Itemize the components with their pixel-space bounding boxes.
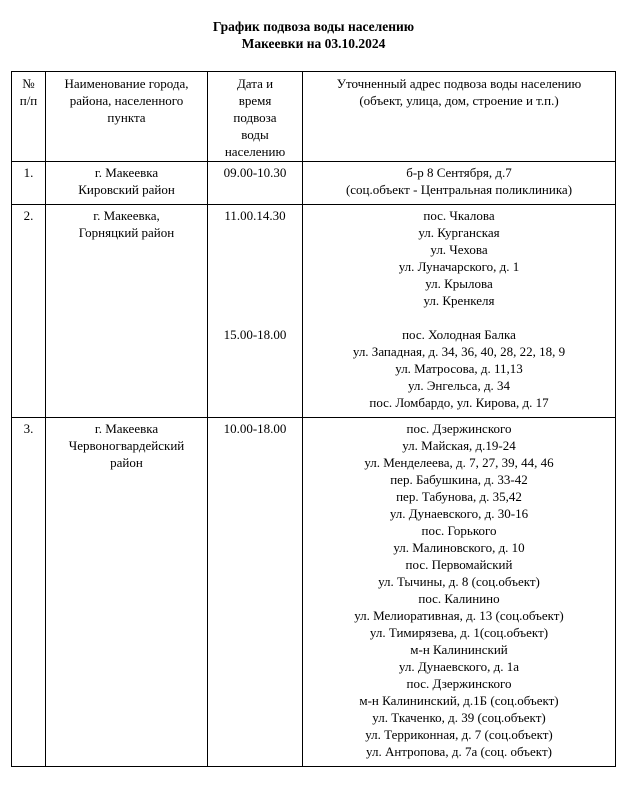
table-header-row bbox=[12, 72, 616, 162]
address-line: пер. Табунова, д. 35,42 bbox=[396, 489, 522, 504]
address-line: м-н Калининский, д.1Б (соц.объект) bbox=[359, 693, 559, 708]
address-line: ул. Крылова bbox=[425, 276, 493, 291]
delivery-time: 10.00-18.00 bbox=[223, 421, 287, 436]
address-line: ул. Западная, д. 34, 36, 40, 28, 22, 18, 9 bbox=[352, 344, 566, 359]
address-line: пер. Бабушкина, д. 33-42 bbox=[390, 472, 528, 487]
city-line: район bbox=[110, 455, 143, 470]
address-line: ул. Матросова, д. 11,13 bbox=[395, 361, 523, 376]
row-delivery-time bbox=[208, 418, 303, 767]
address-line: пос. Дзержинского bbox=[406, 421, 512, 436]
water-schedule-table bbox=[11, 71, 616, 767]
address-line: ул. Мелиоративная, д. 13 (соц.объект) bbox=[354, 608, 564, 623]
header-city: Наименование города, района, населенного пункта bbox=[46, 72, 208, 162]
city-line: г. Макеевка, bbox=[93, 208, 160, 223]
address-line: ул. Ткаченко, д. 39 (соц.объект) bbox=[372, 710, 546, 725]
row-city-district bbox=[46, 418, 208, 767]
address-line: ул. Дунаевского, д. 30-16 bbox=[389, 506, 529, 521]
table-row bbox=[12, 205, 616, 418]
address-line: ул. Тычины, д. 8 (соц.объект) bbox=[378, 574, 540, 589]
city-line: Горняцкий район bbox=[78, 225, 175, 240]
address-line: ул. Менделеева, д. 7, 27, 39, 44, 46 bbox=[364, 455, 554, 470]
address-line: (соц.объект - Центральная поликлиника) bbox=[345, 182, 573, 197]
row-number: 2. bbox=[12, 205, 46, 418]
title-line-1: График подвоза воды населению bbox=[212, 19, 415, 34]
address-line: ул. Терриконная, д. 7 (соц.объект) bbox=[365, 727, 553, 742]
city-line: Кировский район bbox=[78, 182, 175, 197]
row-number: 1. bbox=[12, 162, 46, 205]
document-title bbox=[0, 18, 627, 52]
header-address: Уточненный адрес подвоза воды населению (объект, улица, дом, строение и т.п.) bbox=[303, 72, 616, 162]
address-line: пос. Ломбардо, ул. Кирова, д. 17 bbox=[369, 395, 549, 410]
city-line: г. Макеевка bbox=[94, 165, 159, 180]
delivery-time: 15.00-18.00 bbox=[223, 327, 287, 342]
address-line: ул. Тимирязева, д. 1(соц.объект) bbox=[369, 625, 549, 640]
address-line: ул. Кренкеля bbox=[423, 293, 495, 308]
address-line: пос. Горького bbox=[421, 523, 497, 538]
row-delivery-time bbox=[208, 162, 303, 205]
row-number: 3. bbox=[12, 418, 46, 767]
address-line: пос. Чкалова bbox=[423, 208, 495, 223]
title-line-2: Макеевки на 03.10.2024 bbox=[241, 36, 386, 51]
address-line: ул. Курганская bbox=[418, 225, 500, 240]
address-line: ул. Дунаевского, д. 1а bbox=[398, 659, 520, 674]
delivery-time: 09.00-10.30 bbox=[223, 165, 287, 180]
address-line: ул. Антропова, д. 7а (соц. объект) bbox=[366, 744, 552, 759]
address-line: ул. Майская, д.19-24 bbox=[402, 438, 516, 453]
address-line: пос. Первомайский bbox=[405, 557, 513, 572]
row-addresses bbox=[303, 162, 616, 205]
header-num: № п/п bbox=[12, 72, 46, 162]
address-line: пос. Калинино bbox=[418, 591, 500, 606]
row-delivery-time bbox=[208, 205, 303, 418]
city-line: Червоногвардейский bbox=[68, 438, 185, 453]
header-time: Дата и время подвоза воды населению bbox=[208, 72, 303, 162]
table-row bbox=[12, 418, 616, 767]
table-row bbox=[12, 162, 616, 205]
city-line: г. Макеевка bbox=[94, 421, 159, 436]
delivery-time: 11.00.14.30 bbox=[224, 208, 286, 223]
row-city-district bbox=[46, 162, 208, 205]
address-line: пос. Холодная Балка bbox=[402, 327, 516, 342]
row-addresses bbox=[303, 205, 616, 418]
row-city-district bbox=[46, 205, 208, 418]
address-line: ул. Луначарского, д. 1 bbox=[398, 259, 520, 274]
address-line: пос. Дзержинского bbox=[406, 676, 512, 691]
row-addresses bbox=[303, 418, 616, 767]
address-line: б-р 8 Сентября, д.7 bbox=[406, 165, 512, 180]
address-line: ул. Малиновского, д. 10 bbox=[393, 540, 525, 555]
address-line: м-н Калининский bbox=[410, 642, 508, 657]
address-line: ул. Чехова bbox=[430, 242, 488, 257]
address-line: ул. Энгельса, д. 34 bbox=[407, 378, 511, 393]
